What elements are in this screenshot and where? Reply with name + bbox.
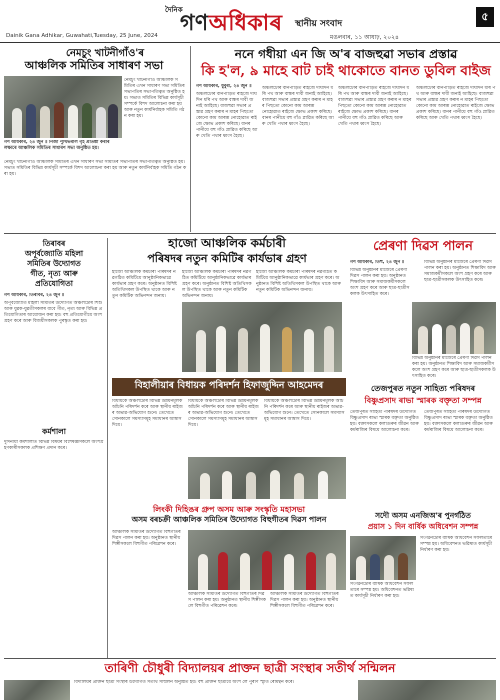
s1-body: নেমচুং খাটনীগাঁও আঞ্চলিক সমিতিৰ এখন সাধাৰণ সভা সমিতিৰ সভাপতিৰ সভাপতিত্বত অনুষ্ঠিত হয়। সভাত সমিতিৰ বিভিন্ন কাৰ্যসূচী সম্পৰ্কে বিশদ আলোচনা কৰা হয় আৰু নতুন কাৰ্যনিৰ্বাহক সমিতি গঠন কৰা হয়। [4,160,187,177]
s2-headline-2: কি হ'ল, ৯ মাহে বাট চাই থাকোতে বানত ডুবিল বাইজ [201,63,491,79]
newspaper-logo [180,6,283,43]
s9-photo [350,536,416,580]
s9-headline-1: সদৌ অসম এনজিঅ'ৰ পুনৰ্গঠিত [375,511,471,520]
s4-headline-2: পৰিষদৰ নতুন কমিটিৰ কাৰ্যভাৰ গ্ৰহণ [147,252,307,265]
section-rule [4,233,496,234]
s3-headline-5: প্ৰতিযোগিতা [35,279,73,288]
s6-headline-1: তেজপুৰত নতুন সাহিত্য পৰিষদৰ [370,383,475,393]
s1-body-col2: নেমচুং খাটনীগাঁও আঞ্চলিক সমিতিৰ এখন সাধাৰণ সভা সমিতিৰ সভাপতিৰ সভাপতিত্বত অনুষ্ঠিত হয়। সভাত সমিতিৰ বিভিন্ন কাৰ্যসূচী সম্পৰ্কে বিশদ আলোচনা কৰা হয় আৰু নতুন কাৰ্যনিৰ্বাহক সমিতি গঠন কৰা হয়। [124,78,185,119]
s4-body-col3: হাজো আঞ্চলিক কৰ্মচাৰী পৰিষদৰ নৱগঠিত কমিটিয়ে আনুষ্ঠানিকভাৱে কাৰ্যভাৰ গ্ৰহণ কৰে। অনুষ্ঠানত বিশিষ্ট অতিথিসকল উপস্থিত থাকে আৰু নতুন কমিটিক অভিনন্দন জনায়। [256,270,341,293]
page-number: ৫ [476,7,494,27]
s9-headline-2: প্ৰয়াস ১ দিন বাৰ্ষিক অধিবেশন সম্পন্ন [367,522,479,531]
bottom-rule [4,658,496,659]
s11-photo-2 [358,680,496,700]
s9-body-col2: সংগঠনটোৰ বাৰ্ষিক অধিবেশন সফলতাৰে সম্পন্ন হয়। অধিবেশনত ভৱিষ্যত কাৰ্যসূচী নিৰ্ধাৰণ কৰা হয়। [420,536,493,553]
s11-body: বিদ্যালয়ৰ প্ৰাক্তন ছাত্ৰী সংস্থাৰ উদ্যোগত সতীৰ্থ সন্মিলন অনুষ্ঠিত হয়। বহু প্ৰাক্তন ছাত্ৰীয়ে অংশ লৈ পুৰণি স্মৃতি ৰোমন্থন কৰে। [74,680,295,685]
column-divider-2 [107,238,108,658]
s8-body: দুদিনীয়া কৰ্মশালাত বিভিন্ন বিষয়ৰ বিশেষজ্ঞসকলে অংশগ্ৰহণকাৰীসকলক প্ৰশিক্ষণ প্ৰদান কৰে। [4,440,104,451]
s4-headline-1: হাজো আঞ্চলিক কৰ্মচাৰী [168,236,286,250]
s5-body-col2: বিভিন্ন অনুষ্ঠানৰ মাজেৰে প্ৰেৰণা দিৱস পালন কৰা হয়। অনুষ্ঠানত শিক্ষাবিদ আৰু সমাজকৰ্মীসকলে অংশ গ্ৰহণ কৰে আৰু ছাত্ৰ-ছাত্ৰীসকলক উৎসাহিত কৰে। [424,260,496,283]
s6-body-col2: তেজপুৰত সাহিত্য পৰিষদৰ উদ্যোগত বিষ্ণুপ্ৰসাদ ৰাভা স্মাৰক বক্তৃতা অনুষ্ঠিত হয়। বক্তাসকলে কলাগুৰুৰ জীৱন আৰু কৰ্মৰাজিৰ বিষয়ে আলোচনা কৰে। [424,410,493,433]
s2-body-col2: অঞ্চলটোৰ বানপীড়িত ৰাইজে দীৰ্ঘদিন ধৰি পথ আৰু বান্ধৰ দাবী জনাই আহিছে। বাজহুৱা সভাৰ প্ৰস্তাৱ গ্ৰহণ কৰাৰ ন মাহৰ পিছতো কোনো কাম আৰম্ভ নোহোৱাত ৰাইজে ক্ষোভ প্ৰকাশ কৰিছে। বানৰ পানীয়ে বহু গাঁও প্লাৱিত কৰিছে আৰু খেতি পথাৰ ধ্বংস হৈছে। [262,86,334,127]
s2-headline-1: ননে গধীয়া এন জি অ'ৰ বাজহুৱা সভাৰ প্ৰস্তাৱ [234,47,458,61]
logo-part1: গণ [180,11,209,36]
s7-body-col2: বিধায়কে অঞ্চলটোৰ বিভিন্ন উন্নয়নমূলক আঁচনি পৰিদৰ্শন কৰে আৰু স্থানীয় ৰাইজৰ অভাৱ-অভিযোগ শুনে। তেখেতে সোনকালে সমস্যাসমূহ সমাধানৰ আশ্বাস দিয়ে। [188,399,259,428]
s7-body-col3: বিধায়কে অঞ্চলটোৰ বিভিন্ন উন্নয়নমূলক আঁচনি পৰিদৰ্শন কৰে আৰু স্থানীয় ৰাইজৰ অভাৱ-অভিযোগ শুনে। তেখেতে সোনকালে সমস্যাসমূহ সমাধানৰ আশ্বাস দিয়ে। [264,399,345,422]
s10-headline-1: লিংকী দিহিঙৰ গ্ৰুপ অসম আৰু সংস্কৃতি মহাসভা [153,504,305,514]
s1-headline-2: আঞ্চলিক সমিতিৰ সাধাৰণ সভা [24,59,164,72]
s8-headline: কৰ্মশালা [42,427,66,436]
s2-byline: গণ অধিকাৰ, ধুবুৰী, ২৪ জুন ॥ [196,84,252,89]
s1-photo [4,76,122,138]
s2-body-col3: অঞ্চলটোৰ বানপীড়িত ৰাইজে দীৰ্ঘদিন ধৰি পথ আৰু বান্ধৰ দাবী জনাই আহিছে। বাজহুৱা সভাৰ প্ৰস্তাৱ গ্ৰহণ কৰাৰ ন মাহৰ পিছতো কোনো কাম আৰম্ভ নোহোৱাত ৰাইজে ক্ষোভ প্ৰকাশ কৰিছে। বানৰ পানীয়ে বহু গাঁও প্লাৱিত কৰিছে আৰু খেতি পথাৰ ধ্বংস হৈছে। [338,86,412,127]
s10-photo [188,530,346,590]
s4-body-col2: হাজো আঞ্চলিক কৰ্মচাৰী পৰিষদৰ নৱগঠিত কমিটিয়ে আনুষ্ঠানিকভাৱে কাৰ্যভাৰ গ্ৰহণ কৰে। অনুষ্ঠানত বিশিষ্ট অতিথিসকল উপস্থিত থাকে আৰু নতুন কমিটিক অভিনন্দন জনায়। [182,270,252,299]
s1-headline-1: নেমচুং খাটনীগাঁও'ৰ [65,48,144,59]
edition-info: Dainik Gana Adhikar, Guwahati,Tuesday, 25 June, 2024 [6,33,158,39]
s7-body-col1: বিধায়কে অঞ্চলটোৰ বিভিন্ন উন্নয়নমূলক আঁচনি পৰিদৰ্শন কৰে আৰু স্থানীয় ৰাইজৰ অভাৱ-অভিযোগ শুনে। তেখেতে সোনকালে সমস্যাসমূহ সমাধানৰ আশ্বাস দিয়ে। [112,399,183,428]
s11-photo-1 [4,680,70,700]
masthead-daily-label: দৈনিক [165,6,183,14]
s5-photo [412,302,496,354]
s2-body-col1: অঞ্চলটোৰ বানপীড়িত ৰাইজে দীৰ্ঘদিন ধৰি পথ আৰু বান্ধৰ দাবী জনাই আহিছে। বাজহুৱা সভাৰ প্ৰস্তাৱ গ্ৰহণ কৰাৰ ন মাহৰ পিছতো কোনো কাম আৰম্ভ নোহোৱাত ৰাইজে ক্ষোভ প্ৰকাশ কৰিছে। বানৰ পানীয়ে বহু গাঁও প্লাৱিত কৰিছে আৰু খেতি পথাৰ ধ্বংস হৈছে। [196,92,258,139]
s5-body-col3: বিভিন্ন অনুষ্ঠানৰ মাজেৰে প্ৰেৰণা দিৱস পালন কৰা হয়। অনুষ্ঠানত শিক্ষাবিদ আৰু সমাজকৰ্মীসকলে অংশ গ্ৰহণ কৰে আৰু ছাত্ৰ-ছাত্ৰীসকলক উৎসাহিত কৰে। [412,356,496,378]
s5-byline: গণ অধিকাৰ, তিহু, ২৪ জুন ॥ [350,260,405,265]
s3-body: অপূৰ্বজ্যোতি মহিলা সমিতিৰ উদ্যোগত অঞ্চলটোৰ শিশু আৰু যুৱক-যুৱতীসকলৰ বাবে গীত, নৃত্য আৰু বিভিন্ন প্ৰতিযোগিতাৰ আয়োজন কৰা হয়। বহু প্ৰতিযোগীয়ে অংশ গ্ৰহণ কৰে আৰু বিজয়ীসকলক পুৰস্কৃত কৰা হয়। [4,301,103,324]
s3-headline-2: অপূৰ্বজ্যোতি মহিলা [24,249,84,258]
s11-headline: তাৰিণী চৌধুৰী বিদ্যালয়ৰ প্ৰাক্তন ছাত্ৰী সংস্থাৰ সতীৰ্থ সন্মিলন [104,661,396,675]
s2-body-col4: অঞ্চলটোৰ বানপীড়িত ৰাইজে দীৰ্ঘদিন ধৰি পথ আৰু বান্ধৰ দাবী জনাই আহিছে। বাজহুৱা সভাৰ প্ৰস্তাৱ গ্ৰহণ কৰাৰ ন মাহৰ পিছতো কোনো কাম আৰম্ভ নোহোৱাত ৰাইজে ক্ষোভ প্ৰকাশ কৰিছে। বানৰ পানীয়ে বহু গাঁও প্লাৱিত কৰিছে আৰু খেতি পথাৰ ধ্বংস হৈছে। [416,86,496,121]
logo-part2: অধিকাৰ [208,11,283,36]
s10-body-col1: আঞ্চলিক সমিতিৰ উদ্যোগত বিহুগীতৰ দিৱস পালন কৰা হয়। অনুষ্ঠানত স্থানীয় শিল্পীসকলে বিহুগীত পৰিৱেশন কৰে। [112,530,181,547]
s10-body-col2: আঞ্চলিক সমিতিৰ উদ্যোগত বিহুগীতৰ দিৱস পালন কৰা হয়। অনুষ্ঠানত স্থানীয় শিল্পীসকলে বিহুগীত পৰিৱেশন কৰে। [188,592,266,609]
s4-photo [182,302,342,372]
s3-headline-4: গীত, নৃত্য আৰু [30,269,78,278]
s1-caption: গণ অধিকাৰ, ২৪ জুন ॥ নিজা পুথিভঁৰাল গৃহ প্ৰতিষ্ঠা কৰাৰ লক্ষ্যৰে আঞ্চলিক সমিতিৰ সাধাৰণ সভা অনুষ্ঠিত হয়। [4,140,110,151]
s3-byline: গণ অধিকাৰ, তিৰাবৰ, ২৪ জুন ॥ [4,293,65,298]
date-assamese: মঙলবাৰ, ১১ আষাঢ়, ২০২৪ [330,34,399,41]
s5-body-col1: বিভিন্ন অনুষ্ঠানৰ মাজেৰে প্ৰেৰণা দিৱস পালন কৰা হয়। অনুষ্ঠানত শিক্ষাবিদ আৰু সমাজকৰ্মীসকলে অংশ গ্ৰহণ কৰে আৰু ছাত্ৰ-ছাত্ৰীসকলক উৎসাহিত কৰে। [350,268,410,297]
s9-body-col1: সংগঠনটোৰ বাৰ্ষিক অধিবেশন সফলতাৰে সম্পন্ন হয়। অধিবেশনত ভৱিষ্যত কাৰ্যসূচী নিৰ্ধাৰণ কৰা হয়। [350,582,414,599]
s4-body-col1: হাজো আঞ্চলিক কৰ্মচাৰী পৰিষদৰ নৱগঠিত কমিটিয়ে আনুষ্ঠানিকভাৱে কাৰ্যভাৰ গ্ৰহণ কৰে। অনুষ্ঠানত বিশিষ্ট অতিথিসকল উপস্থিত থাকে আৰু নতুন কমিটিক অভিনন্দন জনায়। [112,270,177,299]
s3-headline-3: সমিতিৰ উদ্যোগত [27,259,81,268]
s5-headline: প্ৰেৰণা দিৱস পালন [373,239,473,254]
section-title: স্থানীয় সংবাদ [295,19,343,29]
s7-photo [188,457,346,499]
column-divider [190,46,191,232]
s10-headline-2: অসম বৰচক্ৰী আঞ্চলিক সমিতিৰ উদ্যোগত বিহুগীতৰ দিৱস পালন [131,515,327,524]
s3-headline-1: তিৰাবৰ [42,239,66,248]
s6-headline-2: বিষ্ণুপ্ৰসাদ ৰাভা স্মাৰক বক্তৃতা সম্পন্ন [364,395,482,405]
s10-body-col3: আঞ্চলিক সমিতিৰ উদ্যোগত বিহুগীতৰ দিৱস পালন কৰা হয়। অনুষ্ঠানত স্থানীয় শিল্পীসকলে বিহুগীত পৰিৱেশন কৰে। [270,592,339,609]
s7-headline: বিহালীয়াৰ বিধায়ক পৰিদৰ্শন হিফাজুদ্দিন আহমেদৰ [134,380,324,391]
s6-body-col1: তেজপুৰত সাহিত্য পৰিষদৰ উদ্যোগত বিষ্ণুপ্ৰসাদ ৰাভা স্মাৰক বক্তৃতা অনুষ্ঠিত হয়। বক্তাসকলে কলাগুৰুৰ জীৱন আৰু কৰ্মৰাজিৰ বিষয়ে আলোচনা কৰে। [350,410,419,433]
